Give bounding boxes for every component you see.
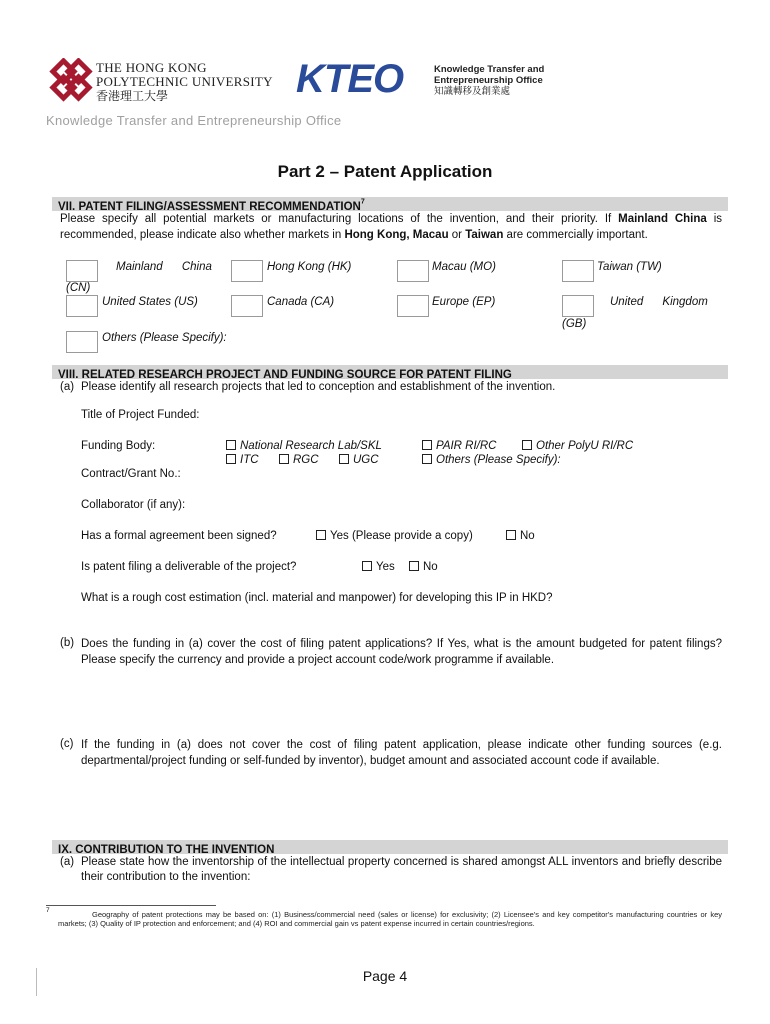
section8-c-text: If the funding in (a) does not cover the cost of filing patent application, please indicate other funding sources (e.g. departmental/project funding or self-funded by inventor), budget amount and associated account code if available.	[81, 739, 722, 767]
deliverable-yes-option[interactable]	[362, 560, 395, 575]
section7-heading: VII. PATENT FILING/ASSESSMENT RECOMMENDATION	[58, 201, 361, 213]
section8-a-label: (a)	[60, 381, 75, 393]
fund-others-checkbox[interactable]	[422, 454, 432, 464]
ugc-label: UGC	[353, 454, 379, 466]
canada-label: Canada (CA)	[267, 296, 335, 308]
europe-label: Europe (EP)	[432, 296, 496, 308]
others-label: Others (Please Specify):	[102, 332, 227, 344]
instr-text: or	[448, 229, 466, 241]
canada-checkbox[interactable]	[231, 295, 263, 317]
instr-text: Please specify all potential markets or manufacturing locations of the invention, and their priority. If	[60, 213, 619, 225]
contract-no-label: Contract/Grant No.:	[81, 468, 181, 480]
polyu-name-line1: THE HONG KONG	[96, 60, 207, 75]
polyu-emblem-icon	[46, 58, 96, 104]
section9-heading: IX. CONTRIBUTION TO THE INVENTION	[58, 844, 275, 856]
footnote-text	[58, 911, 722, 928]
united-states-checkbox[interactable]	[66, 295, 98, 317]
others-checkbox[interactable]	[66, 331, 98, 353]
taiwan-label: Taiwan (TW)	[597, 261, 662, 273]
united-states-label: United States (US)	[102, 296, 198, 308]
polyu-name-line2: POLYTECHNIC UNIVERSITY	[96, 74, 273, 89]
instr-bold-taiwan: Taiwan	[465, 229, 504, 241]
page-title: Part 2 – Patent Application	[277, 162, 493, 181]
taiwan-checkbox[interactable]	[562, 260, 594, 282]
cn-label: (CN)	[66, 282, 91, 294]
deliverable-yes-label: Yes	[376, 561, 395, 573]
macau-label: Macau (MO)	[432, 261, 496, 273]
polyu-name-chinese: 香港理工大學	[96, 89, 169, 103]
kteo-name-line2: Entrepreneurship Office	[434, 75, 543, 86]
agreement-no-checkbox[interactable]	[506, 530, 516, 540]
agreement-yes-option[interactable]	[316, 529, 473, 544]
hong-kong-checkbox[interactable]	[231, 260, 263, 282]
section9-a-label: (a)	[60, 856, 75, 868]
office-subtitle: Knowledge Transfer and Entrepreneurship Office	[46, 113, 342, 128]
instr-bold-mainland: Mainland China	[618, 213, 707, 225]
rgc-label: RGC	[293, 454, 319, 466]
section8-c-label: (c)	[60, 738, 74, 750]
kteo-name	[434, 64, 544, 98]
pair-label: PAIR RI/RC	[436, 440, 497, 452]
instr-text: are commercially important.	[503, 229, 648, 241]
united-kingdom-checkbox[interactable]	[562, 295, 594, 317]
united-kingdom-label: United Kingdom	[610, 296, 708, 308]
agreement-yes-checkbox[interactable]	[316, 530, 326, 540]
agreement-no-label: No	[520, 530, 535, 542]
instr-bold-hk-macau: Hong Kong, Macau	[344, 229, 449, 241]
fund-option-others[interactable]	[422, 453, 561, 468]
fund-option-other-polyu[interactable]	[522, 439, 633, 454]
fund-option-pair[interactable]	[422, 439, 497, 454]
other-polyu-label: Other PolyU RI/RC	[536, 440, 634, 452]
itc-checkbox[interactable]	[226, 454, 236, 464]
mainland-china-checkbox[interactable]	[66, 260, 98, 282]
section7-instructions	[60, 211, 722, 243]
instr-text: is recommended, please indicate also whether markets in	[60, 213, 722, 241]
footnote-marker: 7	[46, 907, 50, 914]
section9-heading-bar	[52, 840, 728, 854]
ugc-checkbox[interactable]	[339, 454, 349, 464]
deliverable-no-option[interactable]	[409, 560, 438, 575]
section9-a-text: Please state how the inventorship of the intellectual property concerned is shared amongst ALL inventors and briefly describe their contribution to the invention:	[81, 856, 722, 883]
fund-option-itc[interactable]	[226, 453, 259, 468]
section8-heading: VIII. RELATED RESEARCH PROJECT AND FUNDING SOURCE FOR PATENT FILING	[58, 369, 512, 381]
rgc-checkbox[interactable]	[279, 454, 289, 464]
deliverable-yes-checkbox[interactable]	[362, 561, 372, 571]
fund-others-label: Others (Please Specify):	[436, 454, 561, 466]
hong-kong-label: Hong Kong (HK)	[267, 261, 352, 273]
nrl-checkbox[interactable]	[226, 440, 236, 450]
collaborator-label: Collaborator (if any):	[81, 499, 186, 511]
agreement-question: Has a formal agreement been signed?	[81, 530, 277, 542]
other-polyu-checkbox[interactable]	[522, 440, 532, 450]
nrl-label: National Research Lab/SKL	[240, 440, 382, 452]
footnote-body: Geography of patent protections may be based on: (1) Business/commercial need (sales or license) for exclusivity; (2) Licensee's and key competitor's manufacturing countries or key markets; (3) Quality of IP protection and enforcement; and (4) ROI and commercial gain vs patent expense incurred in certain countries/regions.	[58, 910, 722, 928]
mainland-china-label: Mainland China	[116, 261, 212, 273]
polyu-logo	[46, 58, 96, 104]
section8-b-label: (b)	[60, 637, 75, 649]
agreement-yes-label: Yes (Please provide a copy)	[330, 530, 473, 542]
kteo-logo: KTEO	[296, 57, 404, 101]
section8-b-text: Does the funding in (a) cover the cost of filing patent applications? If Yes, what is the amount budgeted for patent filings? Please specify the currency and provide a project account code/work programme if available.	[81, 638, 722, 666]
europe-checkbox[interactable]	[397, 295, 429, 317]
kteo-name-line1: Knowledge Transfer and	[434, 64, 545, 75]
macau-checkbox[interactable]	[397, 260, 429, 282]
itc-label: ITC	[240, 454, 259, 466]
section7-footnote-ref: 7	[360, 198, 365, 206]
deliverable-question: Is patent filing a deliverable of the project?	[81, 561, 297, 573]
deliverable-no-label: No	[423, 561, 438, 573]
page-number: Page 4	[362, 968, 408, 984]
footnote-divider	[46, 905, 216, 906]
pair-checkbox[interactable]	[422, 440, 432, 450]
polyu-name	[96, 60, 273, 104]
funding-body-label: Funding Body:	[81, 440, 156, 452]
fund-option-nrl[interactable]	[226, 439, 382, 454]
fund-option-ugc[interactable]	[339, 453, 379, 468]
cost-question: What is a rough cost estimation (incl. material and manpower) for developing this IP in HKD?	[81, 592, 553, 604]
kteo-name-chinese: 知識轉移及創業處	[434, 86, 511, 97]
gb-label: (GB)	[562, 318, 587, 330]
title-of-project-label: Title of Project Funded:	[81, 409, 200, 421]
section8-heading-bar	[52, 365, 728, 379]
fund-option-rgc[interactable]	[279, 453, 319, 468]
section8-a-text: Please identify all research projects that led to conception and establishment of the invention.	[81, 381, 556, 393]
deliverable-no-checkbox[interactable]	[409, 561, 419, 571]
agreement-no-option[interactable]	[506, 529, 535, 544]
section7-heading-bar	[52, 197, 728, 211]
